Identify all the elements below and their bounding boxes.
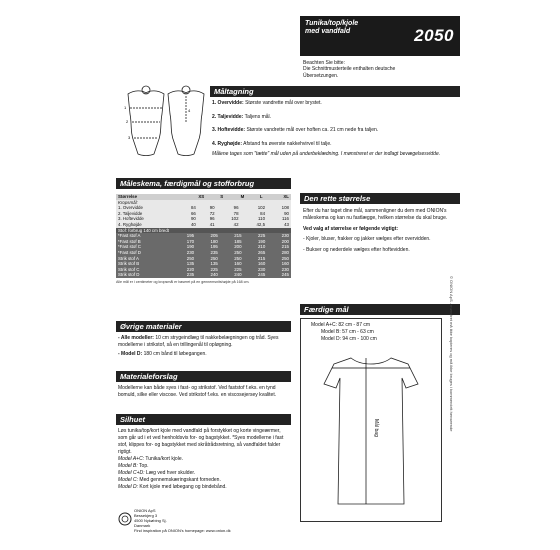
body-measurement-figure [116, 84, 206, 166]
table-footnote: Alle mål er i centimeter og kropsmål er baseret på en gennemsnitshøjde på 168 cm. [116, 279, 250, 284]
model-text: Med gennemskæringskant forneden. [139, 477, 221, 483]
measure-label: 2. Taljevidde: [212, 113, 244, 120]
table-cell: 90 [209, 205, 215, 211]
table-cell: Strik stof B [118, 261, 140, 267]
table-cell: 215 [281, 244, 289, 250]
table-cell: 78 [233, 210, 239, 216]
measure-text: Taljens mål. [244, 113, 272, 120]
table-cell: 160 [234, 261, 242, 267]
measurement-table [116, 194, 291, 285]
silhuet-body [118, 428, 290, 491]
table-cell: 230 [257, 266, 266, 272]
address-line: ONION ApS [134, 508, 156, 513]
table-cell: 180 [210, 238, 218, 244]
table-cell: 230 [281, 266, 289, 272]
silhuet-model [118, 456, 290, 463]
marker-1: 1 [124, 105, 127, 110]
table-cell: 245 [257, 272, 266, 278]
header-block [300, 16, 460, 56]
table-cell: 235 [186, 272, 195, 278]
table-cell: 195 [210, 244, 218, 250]
table-cell: 160 [257, 261, 266, 267]
table-cell: 225 [257, 233, 266, 239]
rette-heading: Den rette størrelse [300, 193, 460, 204]
table-cell: 200 [234, 244, 242, 250]
vertical-copyright-text: © ONION ApS - mønstret må ikke kopieres og må ikke bruges i kommercielt henseende [449, 276, 454, 432]
table-row [116, 272, 291, 278]
translation-note [303, 60, 453, 79]
model-label: Model C: [118, 477, 139, 483]
table-cell: 250 [281, 255, 289, 261]
address-line: 4500 Nykøbing Sj. [134, 518, 167, 523]
measure-label: 1. Overvidde: [212, 100, 244, 106]
table-cell: 240 [210, 272, 218, 278]
rette-body [303, 208, 453, 254]
table-cell: 110 [258, 216, 266, 222]
vertical-copyright [446, 276, 454, 526]
table-cell: 90 [284, 210, 289, 216]
onion-logo-icon [118, 512, 132, 526]
materialeforslag-text: Modellerne kan både syes i fast- og strikstof. Ved faststof f.eks. en tynd bomuld, silke eller viscose. Ved strikstof f.eks. en viscosejersey kvalitet. [118, 385, 277, 398]
table-cell: 215 [234, 233, 242, 239]
table-cell: 190 [257, 238, 266, 244]
model-label: Model A+C: [118, 456, 145, 462]
table-cell: 230 [186, 249, 195, 255]
model-label: Model B: [118, 463, 138, 469]
table-cell: 215 [257, 255, 266, 261]
table-cell: 250 [186, 255, 195, 261]
model-text: Læg ved hver skulder. [145, 470, 196, 476]
table-cell: 240 [234, 272, 242, 278]
title-line-1: Tunika/top/kjole [305, 20, 359, 27]
table-cell: 43 [284, 221, 289, 227]
table-cell: 40 [190, 221, 196, 227]
pattern-sheet [100, 16, 460, 532]
measure-note: Målene tages som "tætte" mål uden på underbeklædning. I mønstreret er der indlagt bevægelsesvidde. [212, 151, 441, 157]
maaltagning-heading: Måltagning [210, 86, 460, 97]
table-cell: 2. Taljevidde [118, 210, 143, 216]
ovrige-text: 180 cm bånd til løbegangen. [143, 351, 207, 357]
table-cell: 42 [233, 221, 239, 227]
model-label: Model D: [118, 484, 139, 490]
table-cell: Strik stof A [118, 255, 139, 261]
table-cell: 225 [234, 266, 242, 272]
table-cell: 245 [281, 272, 289, 278]
maaltagning-list [212, 100, 458, 159]
measure-label: 4. Ryghøjde: [212, 140, 243, 147]
table-cell: 200 [281, 238, 289, 244]
table-cell: 250 [234, 249, 242, 255]
model-text: Top. [139, 463, 149, 469]
pattern-title [305, 20, 373, 36]
table-cell: 170 [186, 238, 195, 244]
translation-note-line: Übersetzungen. [303, 72, 339, 79]
size-table [116, 194, 291, 205]
translation-note-line: Beachten Sie bitte: [303, 60, 345, 66]
table-cell: 42,5 [256, 221, 266, 227]
table-cell: 230 [281, 233, 289, 239]
measure-item-1 [212, 100, 458, 108]
silhuet-model [118, 470, 290, 477]
model-label: Model C+D: [118, 470, 145, 476]
title-line-2: med vandfald [305, 28, 351, 35]
translation-note-line: Die Schnittmusterteile enthalten deutsche [303, 66, 396, 73]
measure-item-3 [212, 127, 458, 135]
table-cell: 195 [186, 233, 195, 239]
marker-4: 4 [188, 108, 191, 113]
table-cell: 96 [233, 205, 239, 211]
ovrige-label: - Model D: [118, 351, 143, 357]
table-cell: 116 [282, 216, 289, 222]
col-header: S [220, 194, 224, 199]
table-cell: 72 [209, 210, 215, 216]
measure-text: Største vandrette mål over brystet. [245, 100, 322, 106]
ovrige-heading: Øvrige materialer [116, 321, 291, 332]
table-cell: 185 [234, 238, 242, 244]
ovrige-item [118, 351, 290, 358]
garment-sketch [306, 354, 436, 514]
col-header: Størrelse [118, 194, 138, 199]
table-cell: 135 [186, 261, 195, 267]
silhuet-model [118, 463, 290, 470]
fabric-table [116, 233, 291, 278]
measure-text: Største vandrette mål over hoften ca. 21 cm nede fra taljen. [246, 127, 379, 133]
body-measure-table [116, 205, 291, 227]
table-cell: 41 [209, 221, 215, 227]
table-cell: 160 [281, 261, 289, 267]
finished-measure-lines [311, 322, 377, 343]
silhuet-model [118, 484, 290, 491]
table-cell: *Fast stof B [118, 238, 141, 244]
materialeforslag-heading: Materialeforslag [116, 371, 291, 382]
maaleskema-heading: Måleskema, færdigmål og stofforbrug [116, 178, 291, 189]
rette-bullet: - Bukser og nederdele vælges efter hoftevidden. [303, 247, 410, 253]
table-cell: *Fast stof A [118, 233, 141, 239]
table-cell: *Fast stof D [118, 249, 141, 255]
table-cell: 250 [234, 255, 242, 261]
table-cell: 225 [210, 266, 218, 272]
table-cell: 90 [190, 216, 196, 222]
table-cell: Strik stof C [118, 266, 140, 272]
measure-item-2 [212, 114, 458, 122]
table-cell: 280 [281, 249, 289, 255]
rette-bullet-text: Bukser og nederdele vælges efter hoftevidden. [306, 247, 410, 253]
finished-line: Model D: 94 cm - 100 cm [321, 336, 377, 342]
ovrige-item [118, 335, 290, 349]
table-cell: 135 [210, 261, 218, 267]
address-line: Danmark [134, 523, 151, 528]
silhuet-model [118, 477, 290, 484]
table-cell: 205 [210, 233, 218, 239]
marker-3: 3 [128, 135, 131, 140]
ovrige-label: - Alle modeller: [118, 335, 154, 341]
table-cell: 3. Hoftevidde [118, 216, 144, 222]
rette-bold: Ved valg af størrelse er følgende vigtigt: [303, 226, 399, 232]
col-header: M [240, 194, 245, 199]
table-cell: 265 [257, 249, 266, 255]
address-line: Bessekjerg 3 [134, 513, 158, 518]
table-cell: 66 [190, 210, 196, 216]
finished-line: Model A+C: 82 cm - 87 cm [311, 322, 371, 328]
finished-measure-box [300, 318, 442, 522]
table-cell: 102 [257, 205, 266, 211]
table-cell: 250 [210, 255, 218, 261]
side-label: Mål bag [373, 419, 379, 437]
rette-bullet: - Kjoler, bluser, frakker og jakker vælges efter overvidden. [303, 236, 431, 242]
table-cell: 210 [257, 244, 266, 250]
model-text: Tunika/kort kjole. [145, 456, 183, 462]
measure-text: Afstand fra øverste nakkehvirvel til talje. [243, 140, 332, 147]
table-cell: 4. Ryghøjde [118, 221, 142, 227]
fabric-section-label: Stof: forbrug 140 cm bredt [118, 227, 170, 233]
faerdige-heading: Færdige mål [300, 304, 460, 315]
rette-intro: Efter du har taget dine mål, sammenligner du dem med ONION's måleskema og kan nu fastlægge, hvilken størrelse du skal bruge. [303, 208, 448, 221]
table-cell: 220 [186, 266, 195, 272]
ovrige-body [118, 335, 290, 358]
table-cell: 84 [190, 205, 196, 211]
measure-label: 3. Hoftevidde: [212, 127, 246, 133]
col-header: L [259, 194, 263, 199]
body-section-label: Kropsmål: [118, 199, 138, 205]
table-cell: *Fast stof C [118, 244, 141, 250]
table-cell: 235 [210, 249, 218, 255]
model-text: Kort kjole med løbegang og bindebånd. [139, 484, 227, 490]
rette-bullet-text: Kjoler, bluser, frakker og jakker vælges efter overvidden. [306, 236, 431, 242]
marker-2: 2 [126, 119, 129, 124]
table-cell: 108 [281, 205, 289, 211]
table-cell: 190 [186, 244, 195, 250]
silhuet-text: Løs tunika/top/kort kjole med vandfald på forstykket og korte vingeærmer, som går ud i et ved henholdsvis for- og bagstykket. *Syes modellerne i fast stof, klippes for- og bagstykket med skråtrådsretning, så vandfaldet falder rigtigt. [118, 428, 284, 455]
col-header: XL [283, 194, 289, 199]
col-header: XS [198, 194, 205, 199]
address-line: Find inspiration på ONION's homepage: www.onion.dk [134, 528, 231, 533]
address-block [134, 508, 294, 533]
ovrige-text: 10 cm strygeindlæg til nakkebelægningen og tråd. Syes modellerne i strikstof, så en trillingenål til opløgning. [118, 335, 279, 348]
table-cell: 102 [231, 216, 239, 222]
measure-item-4 [212, 141, 458, 149]
table-cell: Strik stof D [118, 272, 140, 278]
table-cell: 1. Overvidde [118, 205, 143, 211]
silhuet-heading: Silhuet [116, 414, 291, 425]
finished-line: Model B: 57 cm - 63 cm [321, 329, 374, 335]
pattern-number: 2050 [414, 26, 454, 45]
table-cell: 96 [209, 216, 215, 222]
table-cell: 84 [260, 210, 266, 216]
